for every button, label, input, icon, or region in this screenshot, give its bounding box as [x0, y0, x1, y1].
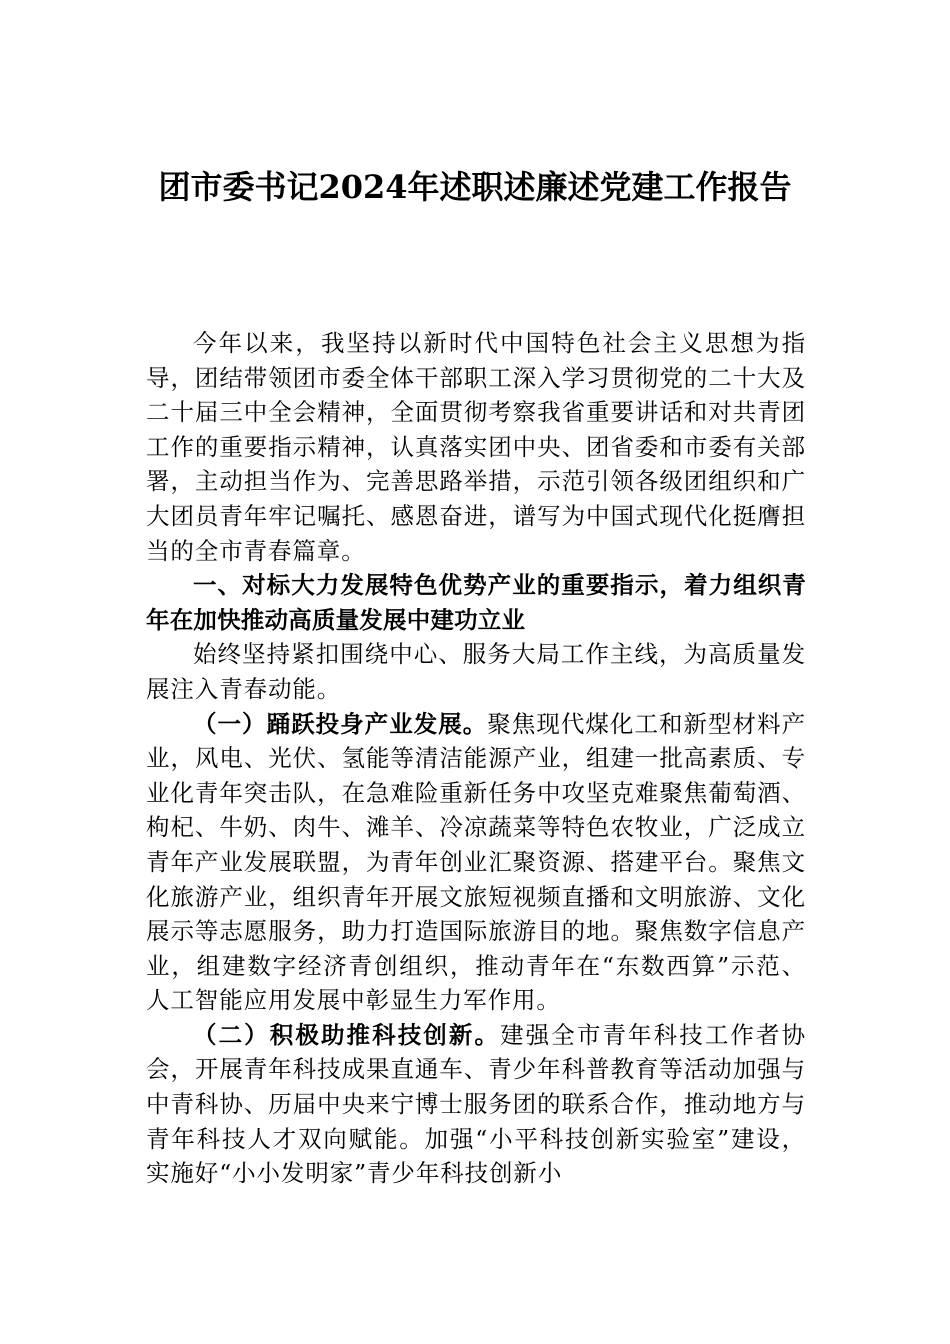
intro-paragraph: 今年以来，我坚持以新时代中国特色社会主义思想为指导，团结带领团市委全体干部职工深入学习贯彻党的二十大及二十届三中全会精神，全面贯彻考察我省重要讲话和对共青团工作的重要指示精神，认真落实团中央、团省委和市委有关部署，主动担当作为、完善思路举措，示范引领各级团组织和广大团员青年牢记嘱托、感恩奋进，谱写为中国式现代化挺膺担当的全市青春篇章。: [146, 329, 806, 565]
subsection-1-text: 聚焦现代煤化工和新型材料产业，风电、光伏、氢能等清洁能源产业，组建一批高素质、专业化青年突击队，在急难险重新任务中攻坚克难聚焦葡萄酒、枸杞、牛奶、肉牛、滩羊、冷凉蔬菜等特色农牧业，广泛成立青年产业发展联盟，为青年创业汇聚资源、搭建平台。聚焦文化旅游产业，组织青年开展文旅短视频直播和文明旅游、文化展示等志愿服务，助力打造国际旅游目的地。聚焦数字信息产业，组建数字经济青创组织，推动青年在“东数西算”示范、人工智能应用发展中彰显生力军作用。: [146, 709, 806, 1015]
document-body: [146, 326, 806, 1191]
section-1-summary-paragraph: 始终坚持紧扣围绕中心、服务大局工作主线，为高质量发展注入青春动能。: [146, 640, 806, 703]
subsection-2-heading: （二）积极助推科技创新。: [193, 1020, 501, 1049]
section-heading-1: 一、对标大力发展特色优势产业的重要指示，着力组织青年在加快推动高质量发展中建功立业: [146, 571, 806, 634]
subsection-1-heading: （一）踊跃投身产业发展。: [193, 709, 488, 738]
subsection-1-paragraph: [146, 707, 806, 1018]
subsection-2-text: 建强全市青年科技工作者协会，开展青年科技成果直通车、青少年科普教育等活动加强与中青科协、历届中央来宁博士服务团的联系合作，推动地方与青年科技人才双向赋能。加强“小平科技创新实验室”建设，实施好“小小发明家”青少年科技创新小: [146, 1020, 806, 1188]
subsection-2-paragraph: [146, 1018, 806, 1191]
document-title: 团市委书记2024年述职述廉述党建工作报告: [158, 168, 792, 206]
